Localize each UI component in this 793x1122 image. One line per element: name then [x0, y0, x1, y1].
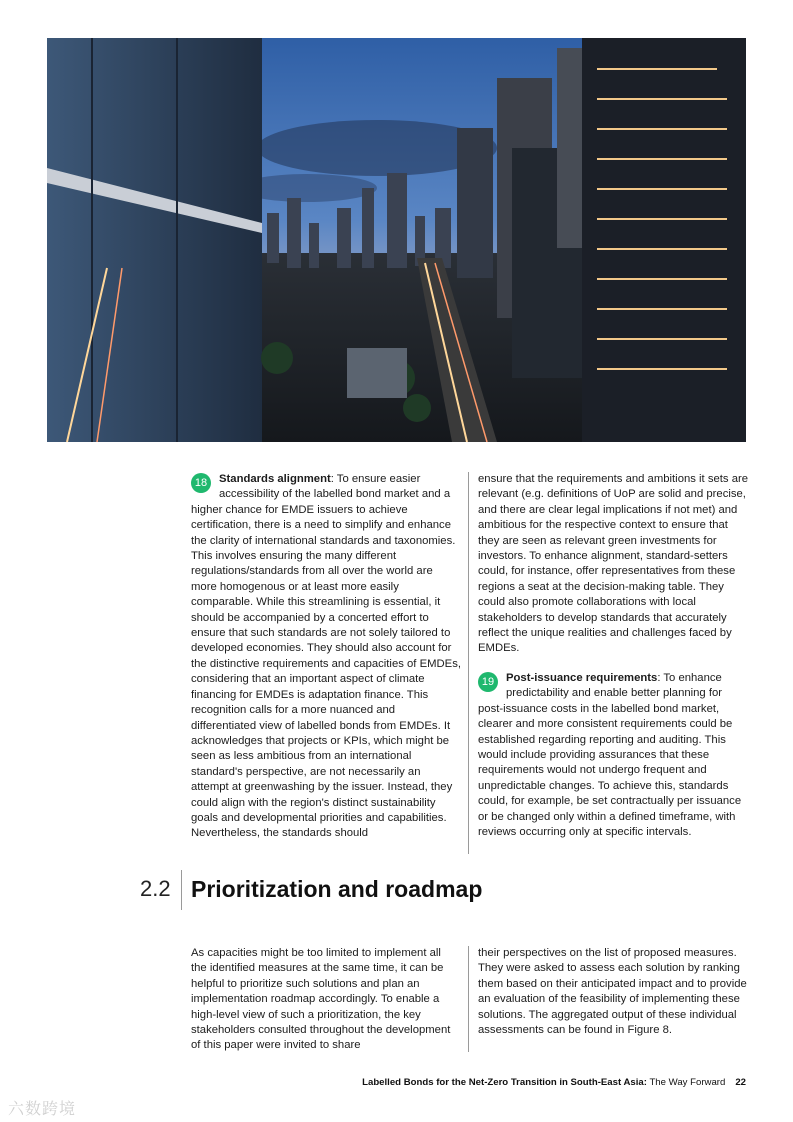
city-skyline-photo	[47, 38, 746, 442]
item-19-paragraph	[478, 671, 750, 840]
section-paragraph-right: their perspectives on the list of proposed measures. They were asked to assess each solution by ranking them based on their anticipated impact and to provide an evaluation of the feasibility of implementing these solutions. The aggregated output of these individual assessments can be found in Figure 8.	[478, 947, 747, 1037]
item-18-title: Standards alignment	[219, 473, 331, 485]
watermark: 六数跨境	[8, 1101, 77, 1118]
section-title: Prioritization and roadmap	[191, 876, 483, 902]
page-footer	[362, 1076, 746, 1090]
item-19-body: : To enhance predictability and enable better planning for post-issuance costs in the labelled bond market, clearer and more consistent requirements could be established regarding reporting and auditing. This would include providing assurances that these requirements would not undergo frequent and unpredictable changes. To achieve this, standards could, for example, be set contractually per issuance or be changed only within a defined timeframe, with reviews occurring only at specific intervals.	[478, 671, 742, 838]
footer-title-bold: Labelled Bonds for the Net-Zero Transition in South-East Asia:	[362, 1077, 647, 1088]
section-paragraph-left: As capacities might be too limited to implement all the identified measures at the same time, it can be helpful to prioritize such solutions and plan an implementation roadmap accordingly. To enable a high-level view of such a prioritization, the key stakeholders consulted throughout the development of this paper were invited to share	[191, 947, 451, 1052]
section-body-right	[468, 946, 750, 1052]
section-divider	[181, 870, 182, 910]
skyline-illustration	[47, 38, 746, 442]
item-18-body-left: : To ensure easier accessibility of the labelled bond market and a higher chance for EMDE issuers to achieve certification, there is a need to simplify and enhance the clarity of international standards and taxonomies. This involves ensuring the many different regulations/standards from all over the world are more homogenous or at least more easily comparable. While this streamlining is essential, it should be accompanied by a concerted effort to ensure that such standards are not solely tailored to developed economies. They should also account for the distinctive requirements and capacities of EMDEs, considering that an important aspect of climate financing for EMDEs is adaptation finance. This recognition calls for a more nuanced and differentiated view of labelled bonds from EMDEs. It acknowledges that projects or KPIs, which might be seen as less ambitious from an international standard's perspective, are not necessarily an attempt at greenwashing by the issuer. Instead, they could align with the region's distinct sustainability goals and developmental priorities and capabilities. Nevertheless, the standards should	[191, 473, 461, 840]
section-body-left	[182, 946, 458, 1068]
section-number: 2.2	[140, 876, 171, 901]
item-18-continuation: ensure that the requirements and ambitions it sets are relevant (e.g. definitions of UoP are solid and precise, and there are clear legal implications if not met) and ambitious for the respective context to ensure that they are seen as relevant green investments for investors. To enhance alignment, standard-setters could, for instance, offer representatives from these regions a seat at the decision-making table. They could also promote collaborations with local stakeholders to develop standards that accurately reflect the unique realities and challenges faced by EMDEs.	[478, 473, 749, 655]
item-19-title: Post-issuance requirements	[506, 671, 658, 684]
page-number: 22	[735, 1077, 746, 1088]
item-18-paragraph	[191, 472, 461, 842]
item-19-number-badge: 19	[478, 672, 498, 692]
footer-title-rest: The Way Forward	[646, 1077, 726, 1088]
item-18-column-left	[182, 472, 461, 856]
items-column-right	[468, 472, 750, 854]
item-18-number-badge: 18	[191, 473, 211, 493]
